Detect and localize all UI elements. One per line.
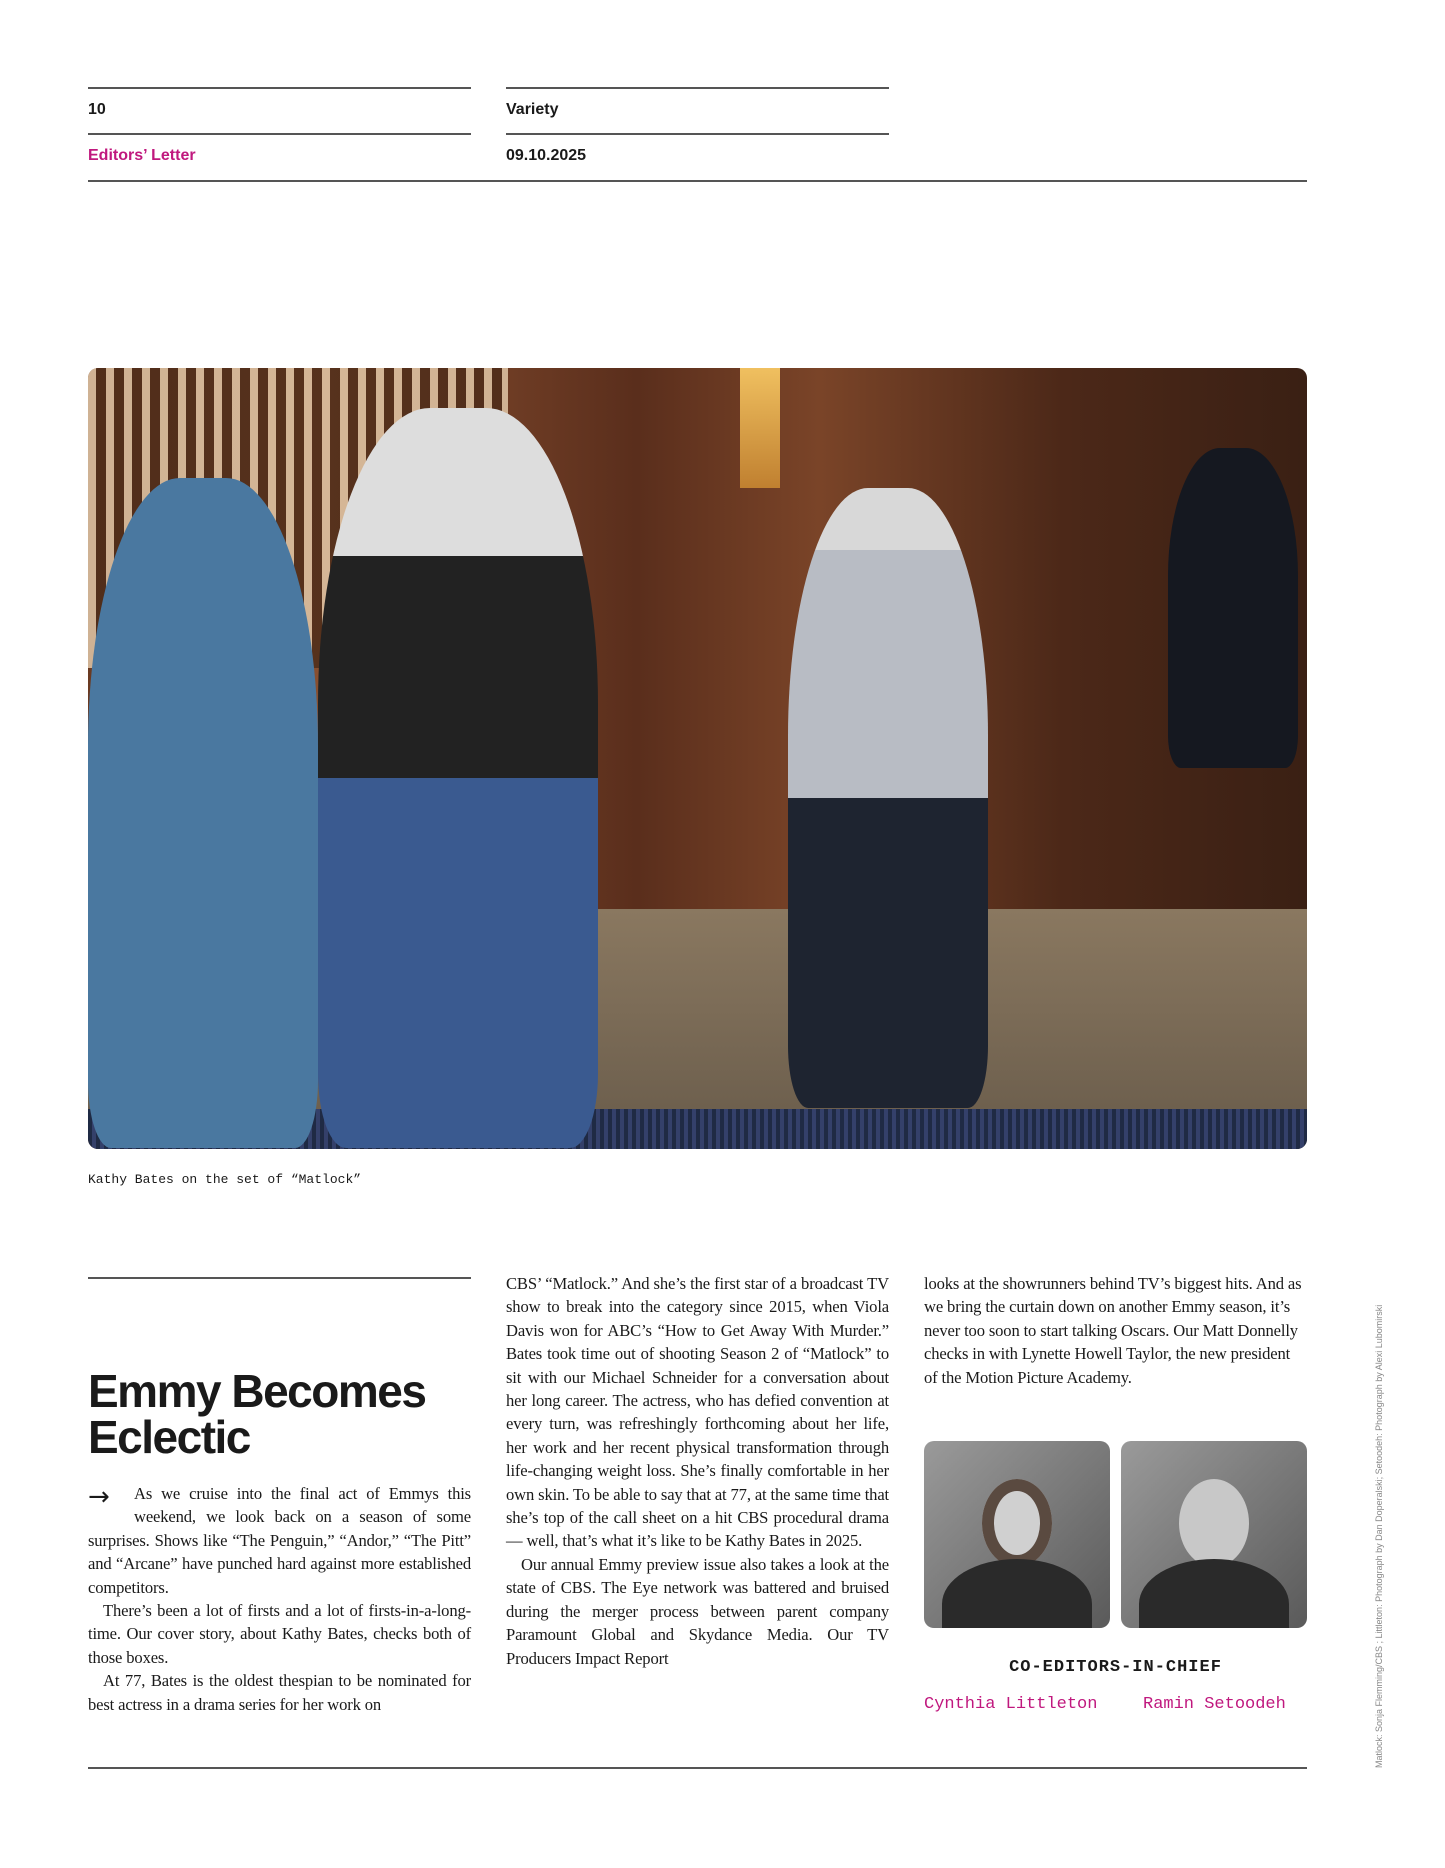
paragraph: looks at the showrunners behind TV’s biggest hits. And as we bring the curtain down on another Emmy season, it’s never too soon to start talking Oscars. Our Matt Donnelly checks in with Lynette Howell Taylor, the new president of the Motion Picture Academy. [924,1274,1302,1387]
editors-title: CO-EDITORS-IN-CHIEF [1009,1658,1222,1677]
photo-caption: Kathy Bates on the set of “Matlock” [88,1172,362,1187]
article-column-1 [88,1482,471,1716]
header-rule [88,87,471,89]
header-rule [506,133,889,135]
arrow-right-icon: → [88,1482,110,1512]
portrait-ramin-setoodeh [1121,1441,1307,1628]
editor-name: Cynthia Littleton [924,1695,1098,1714]
paragraph: There’s been a lot of firsts and a lot of firsts-in-a-long-time. Our cover story, about Kathy Bates, checks both of those boxes. [88,1601,471,1667]
page-number: 10 [88,101,106,118]
article-column-2 [506,1272,889,1670]
paragraph: At 77, Bates is the oldest thespian to be nominated for best actress in a drama series for her work on [88,1671,471,1714]
page-bottom-rule [88,1767,1307,1769]
paragraph: CBS’ “Matlock.” And she’s the first star of a broadcast TV show to break into the category since 2015, when Viola Davis won for ABC’s “How to Get Away With Murder.” Bates took time out of shooting Season 2 of “Matlock” to sit with our Michael Schneider for a conversation about her long career. The actress, who has defied convention at every turn, was refreshingly forthcoming about her life, her work and her recent physical transformation through life-changing weight loss. She’s finally comfortable in her own skin. To be able to say that at 77, at the same time that she’s top of the call sheet on a hit CBS procedural drama — well, that’s what it’s like to be Kathy Bates in 2025. [506,1274,889,1551]
issue-date: 09.10.2025 [506,147,587,164]
paragraph: As we cruise into the final act of Emmys this weekend, we look back on a season of some surprises. Shows like “The Penguin,” “Andor,” “The Pitt” and “Arcane” have punched hard against more established competitors. [88,1484,471,1597]
feature-photo [88,368,1307,1149]
photo-credit: Matlock: Sonja Flemming/CBS ; Littleton: Photograph by Dan Doperalski; Setoodeh: Photograph by Alexi Lubomirski [1374,1304,1384,1768]
header-rule [506,87,889,89]
editor-name: Ramin Setoodeh [1143,1695,1286,1714]
article-headline: Emmy Becomes Eclectic [88,1365,426,1463]
portrait-cynthia-littleton [924,1441,1110,1628]
header-bottom-rule [88,180,1307,182]
article-column-3 [924,1272,1307,1389]
section-label: Editors’ Letter [88,147,196,164]
header-rule [88,133,471,135]
publication-name: Variety [506,101,559,118]
article-top-rule [88,1277,471,1279]
paragraph: Our annual Emmy preview issue also takes a look at the state of CBS. The Eye network was battered and bruised during the merger process between parent company Paramount Global and Skydance Media. Our TV Producers Impact Report [506,1554,889,1668]
